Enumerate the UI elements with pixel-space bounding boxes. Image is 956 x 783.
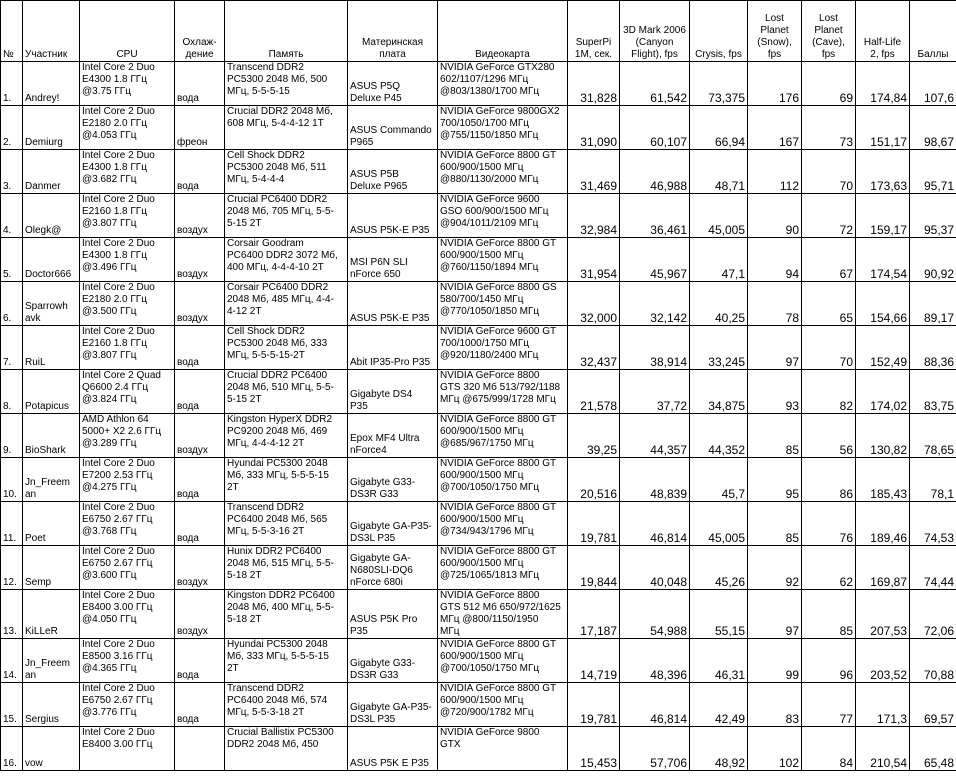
lp-snow-value: 85 bbox=[748, 502, 802, 546]
motherboard-cell: Gigabyte G33- DS3R G33 bbox=[348, 639, 438, 683]
cpu-cell: Intel Core 2 Duo E6750 2.67 ГГц @3.600 ГГц bbox=[80, 546, 175, 590]
points-value: 72,06 bbox=[910, 590, 956, 639]
cooling-cell: воздух bbox=[175, 414, 225, 458]
motherboard-cell: ASUS P5Q Deluxe P45 bbox=[348, 62, 438, 106]
table-row bbox=[1, 639, 956, 683]
participant-name: vow bbox=[23, 727, 80, 771]
cooling-cell: вода bbox=[175, 150, 225, 194]
participant-name: BioShark bbox=[23, 414, 80, 458]
3dmark-value: 38,914 bbox=[620, 326, 690, 370]
lp-cave-value: 82 bbox=[802, 370, 856, 414]
crysis-value: 34,875 bbox=[690, 370, 748, 414]
lp-snow-value: 95 bbox=[748, 458, 802, 502]
3dmark-value: 37,72 bbox=[620, 370, 690, 414]
table-row bbox=[1, 238, 956, 282]
points-value: 65,48 bbox=[910, 727, 956, 771]
participant-name: Jn_Freem an bbox=[23, 639, 80, 683]
col-memory-header: Память bbox=[225, 1, 348, 62]
hl2-value: 174,84 bbox=[856, 62, 910, 106]
motherboard-cell: ASUS P5K E P35 bbox=[348, 727, 438, 771]
motherboard-cell: Gigabyte G33- DS3R G33 bbox=[348, 458, 438, 502]
lp-cave-value: 67 bbox=[802, 238, 856, 282]
col-points-header: Баллы bbox=[910, 1, 956, 62]
memory-cell: Kingston HyperX DDR2 PC9200 2048 Мб, 469 МГц, 4-4-4-12 2T bbox=[225, 414, 348, 458]
lp-snow-value: 112 bbox=[748, 150, 802, 194]
row-number: 16. bbox=[1, 727, 23, 771]
memory-cell: Kingston DDR2 PC6400 2048 Мб, 400 МГц, 5-5- 5-18 2T bbox=[225, 590, 348, 639]
crysis-value: 48,71 bbox=[690, 150, 748, 194]
lp-snow-value: 97 bbox=[748, 326, 802, 370]
crysis-value: 45,7 bbox=[690, 458, 748, 502]
superpi-value: 32,984 bbox=[568, 194, 620, 238]
row-number: 13. bbox=[1, 590, 23, 639]
points-value: 69,57 bbox=[910, 683, 956, 727]
lp-snow-value: 94 bbox=[748, 238, 802, 282]
crysis-value: 33,245 bbox=[690, 326, 748, 370]
participant-name: Sergius bbox=[23, 683, 80, 727]
3dmark-value: 36,461 bbox=[620, 194, 690, 238]
lp-cave-value: 76 bbox=[802, 502, 856, 546]
3dmark-value: 48,396 bbox=[620, 639, 690, 683]
videocard-cell: NVIDIA GeForce 8800 GT 600/900/1500 МГц @880/1130/2000 МГц bbox=[438, 150, 568, 194]
table-row bbox=[1, 370, 956, 414]
videocard-cell: NVIDIA GeForce 9800 GTX bbox=[438, 727, 568, 771]
lp-cave-value: 69 bbox=[802, 62, 856, 106]
table-row bbox=[1, 194, 956, 238]
crysis-value: 42,49 bbox=[690, 683, 748, 727]
hl2-value: 169,87 bbox=[856, 546, 910, 590]
hl2-value: 174,54 bbox=[856, 238, 910, 282]
lp-snow-value: 78 bbox=[748, 282, 802, 326]
row-number: 4. bbox=[1, 194, 23, 238]
cpu-cell: Intel Core 2 Duo E6750 2.67 ГГц @3.776 ГГц bbox=[80, 683, 175, 727]
table-row bbox=[1, 458, 956, 502]
3dmark-value: 45,967 bbox=[620, 238, 690, 282]
superpi-value: 15,453 bbox=[568, 727, 620, 771]
row-number: 7. bbox=[1, 326, 23, 370]
cpu-cell: Intel Core 2 Duo E4300 1.8 ГГц @3.496 ГГц bbox=[80, 238, 175, 282]
points-value: 74,44 bbox=[910, 546, 956, 590]
motherboard-cell: Gigabyte GA- N680SLI-DQ6 nForce 680i bbox=[348, 546, 438, 590]
motherboard-cell: ASUS P5K-E P35 bbox=[348, 194, 438, 238]
cpu-cell: Intel Core 2 Duo E8400 3.00 ГГц @4.050 ГГц bbox=[80, 590, 175, 639]
memory-cell: Corsair Goodram PC6400 DDR2 3072 Мб, 400 МГц, 4-4-4-10 2T bbox=[225, 238, 348, 282]
cpu-cell: Intel Core 2 Duo E6750 2.67 ГГц @3.768 ГГц bbox=[80, 502, 175, 546]
row-number: 8. bbox=[1, 370, 23, 414]
cpu-cell: Intel Core 2 Duo E8500 3.16 ГГц @4.365 ГГц bbox=[80, 639, 175, 683]
crysis-value: 40,25 bbox=[690, 282, 748, 326]
points-value: 107,6 bbox=[910, 62, 956, 106]
row-number: 1. bbox=[1, 62, 23, 106]
lp-cave-value: 84 bbox=[802, 727, 856, 771]
memory-cell: Cell Shock DDR2 PC5300 2048 Мб, 511 МГц, 5-4-4-4 bbox=[225, 150, 348, 194]
table-body bbox=[1, 62, 956, 771]
superpi-value: 32,437 bbox=[568, 326, 620, 370]
superpi-value: 19,781 bbox=[568, 683, 620, 727]
col-participant-header: Участник bbox=[23, 1, 80, 62]
lp-cave-value: 70 bbox=[802, 326, 856, 370]
superpi-value: 19,844 bbox=[568, 546, 620, 590]
table-row bbox=[1, 150, 956, 194]
memory-cell: Transcend DDR2 PC6400 2048 Мб, 574 МГц, 5-5-3-18 2T bbox=[225, 683, 348, 727]
hl2-value: 152,49 bbox=[856, 326, 910, 370]
crysis-value: 46,31 bbox=[690, 639, 748, 683]
lp-cave-value: 56 bbox=[802, 414, 856, 458]
3dmark-value: 32,142 bbox=[620, 282, 690, 326]
col-hl2-header: Half-Life 2, fps bbox=[856, 1, 910, 62]
cooling-cell bbox=[175, 727, 225, 771]
cooling-cell: вода bbox=[175, 370, 225, 414]
3dmark-value: 60,107 bbox=[620, 106, 690, 150]
table-row bbox=[1, 62, 956, 106]
points-value: 78,65 bbox=[910, 414, 956, 458]
lp-cave-value: 62 bbox=[802, 546, 856, 590]
table-row bbox=[1, 414, 956, 458]
col-cpu-header: CPU bbox=[80, 1, 175, 62]
superpi-value: 31,469 bbox=[568, 150, 620, 194]
table-row bbox=[1, 727, 956, 771]
lp-snow-value: 102 bbox=[748, 727, 802, 771]
row-number: 14. bbox=[1, 639, 23, 683]
videocard-cell: NVIDIA GeForce 9800GX2 700/1050/1700 МГц @755/1150/1850 МГц bbox=[438, 106, 568, 150]
col-lp-cave-header: Lost Planet (Cave), fps bbox=[802, 1, 856, 62]
table-row bbox=[1, 106, 956, 150]
memory-cell: Crucial PC6400 DDR2 2048 Мб, 705 МГц, 5-5- 5-15 2T bbox=[225, 194, 348, 238]
table-row bbox=[1, 546, 956, 590]
participant-name: Demiurg bbox=[23, 106, 80, 150]
videocard-cell: NVIDIA GeForce 8800 GT 600/900/1500 МГц @734/943/1796 МГц bbox=[438, 502, 568, 546]
memory-cell: Hyundai PC5300 2048 Мб, 333 МГц, 5-5-5-15 2T bbox=[225, 458, 348, 502]
points-value: 70,88 bbox=[910, 639, 956, 683]
hl2-value: 154,66 bbox=[856, 282, 910, 326]
cooling-cell: вода bbox=[175, 639, 225, 683]
points-value: 89,17 bbox=[910, 282, 956, 326]
superpi-value: 21,578 bbox=[568, 370, 620, 414]
col-number-header: № bbox=[1, 1, 23, 62]
lp-cave-value: 77 bbox=[802, 683, 856, 727]
motherboard-cell: Abit IP35-Pro P35 bbox=[348, 326, 438, 370]
table-row bbox=[1, 502, 956, 546]
3dmark-value: 44,357 bbox=[620, 414, 690, 458]
motherboard-cell: ASUS Commando P965 bbox=[348, 106, 438, 150]
points-value: 74,53 bbox=[910, 502, 956, 546]
col-cooling-header: Охлаж- дение bbox=[175, 1, 225, 62]
row-number: 12. bbox=[1, 546, 23, 590]
videocard-cell: NVIDIA GeForce 8800 GT 600/900/1500 МГц @725/1065/1813 МГц bbox=[438, 546, 568, 590]
memory-cell: Corsair PC6400 DDR2 2048 Мб, 485 МГц, 4-4- 4-12 2T bbox=[225, 282, 348, 326]
lp-cave-value: 65 bbox=[802, 282, 856, 326]
videocard-cell: NVIDIA GeForce GTX280 602/1107/1296 МГц @803/1380/1700 МГц bbox=[438, 62, 568, 106]
crysis-value: 47,1 bbox=[690, 238, 748, 282]
videocard-cell: NVIDIA GeForce 8800 GT 600/900/1500 МГц @760/1150/1894 МГц bbox=[438, 238, 568, 282]
points-value: 83,75 bbox=[910, 370, 956, 414]
hl2-value: 185,43 bbox=[856, 458, 910, 502]
lp-cave-value: 86 bbox=[802, 458, 856, 502]
videocard-cell: NVIDIA GeForce 8800 GT 600/900/1500 МГц @685/967/1750 МГц bbox=[438, 414, 568, 458]
col-videocard-header: Видеокарта bbox=[438, 1, 568, 62]
videocard-cell: NVIDIA GeForce 8800 GS 580/700/1450 МГц @770/1050/1850 МГц bbox=[438, 282, 568, 326]
motherboard-cell: ASUS P5K Pro P35 bbox=[348, 590, 438, 639]
motherboard-cell: ASUS P5K-E P35 bbox=[348, 282, 438, 326]
cpu-cell: Intel Core 2 Duo E2180 2.0 ГГц @3.500 ГГц bbox=[80, 282, 175, 326]
cpu-cell: Intel Core 2 Duo E2160 1.8 ГГц @3.807 ГГц bbox=[80, 194, 175, 238]
videocard-cell: NVIDIA GeForce 9600 GSO 600/900/1500 МГц @904/1011/2109 МГц bbox=[438, 194, 568, 238]
participant-name: Potapicus bbox=[23, 370, 80, 414]
hl2-value: 151,17 bbox=[856, 106, 910, 150]
superpi-value: 20,516 bbox=[568, 458, 620, 502]
videocard-cell: NVIDIA GeForce 8800 GT 600/900/1500 МГц @700/1050/1750 МГц bbox=[438, 458, 568, 502]
crysis-value: 45,26 bbox=[690, 546, 748, 590]
table-row bbox=[1, 683, 956, 727]
row-number: 5. bbox=[1, 238, 23, 282]
header-row bbox=[1, 1, 956, 62]
cpu-cell: Intel Core 2 Duo E2160 1.8 ГГц @3.807 ГГц bbox=[80, 326, 175, 370]
hl2-value: 171,3 bbox=[856, 683, 910, 727]
participant-name: Sparrowh avk bbox=[23, 282, 80, 326]
3dmark-value: 46,814 bbox=[620, 683, 690, 727]
crysis-value: 73,375 bbox=[690, 62, 748, 106]
superpi-value: 31,954 bbox=[568, 238, 620, 282]
cooling-cell: вода bbox=[175, 502, 225, 546]
points-value: 78,1 bbox=[910, 458, 956, 502]
superpi-value: 19,781 bbox=[568, 502, 620, 546]
row-number: 15. bbox=[1, 683, 23, 727]
3dmark-value: 48,839 bbox=[620, 458, 690, 502]
cpu-cell: AMD Athlon 64 5000+ X2 2.6 ГГц @3.289 ГГц bbox=[80, 414, 175, 458]
lp-cave-value: 72 bbox=[802, 194, 856, 238]
superpi-value: 31,090 bbox=[568, 106, 620, 150]
lp-cave-value: 96 bbox=[802, 639, 856, 683]
participant-name: Danmer bbox=[23, 150, 80, 194]
videocard-cell: NVIDIA GeForce 8800 GTS 512 Мб 650/972/1625 МГц @800/1150/1950 МГц bbox=[438, 590, 568, 639]
participant-name: Doctor666 bbox=[23, 238, 80, 282]
memory-cell: Crucial Ballistix PC5300 DDR2 2048 Мб, 450 bbox=[225, 727, 348, 771]
lp-snow-value: 85 bbox=[748, 414, 802, 458]
participant-name: Jn_Freem an bbox=[23, 458, 80, 502]
points-value: 98,67 bbox=[910, 106, 956, 150]
lp-snow-value: 97 bbox=[748, 590, 802, 639]
crysis-value: 45,005 bbox=[690, 502, 748, 546]
superpi-value: 14,719 bbox=[568, 639, 620, 683]
motherboard-cell: MSI P6N SLI nForce 650 bbox=[348, 238, 438, 282]
superpi-value: 17,187 bbox=[568, 590, 620, 639]
superpi-value: 32,000 bbox=[568, 282, 620, 326]
points-value: 95,71 bbox=[910, 150, 956, 194]
lp-snow-value: 93 bbox=[748, 370, 802, 414]
row-number: 9. bbox=[1, 414, 23, 458]
cooling-cell: фреон bbox=[175, 106, 225, 150]
crysis-value: 48,92 bbox=[690, 727, 748, 771]
motherboard-cell: Gigabyte DS4 P35 bbox=[348, 370, 438, 414]
row-number: 3. bbox=[1, 150, 23, 194]
cpu-cell: Intel Core 2 Duo E8400 3.00 ГГц bbox=[80, 727, 175, 771]
lp-snow-value: 90 bbox=[748, 194, 802, 238]
row-number: 10. bbox=[1, 458, 23, 502]
lp-cave-value: 85 bbox=[802, 590, 856, 639]
cpu-cell: Intel Core 2 Duo E4300 1.8 ГГц @3.682 ГГц bbox=[80, 150, 175, 194]
cooling-cell: вода bbox=[175, 62, 225, 106]
3dmark-value: 61,542 bbox=[620, 62, 690, 106]
cooling-cell: вода bbox=[175, 326, 225, 370]
col-3dmark-header: 3D Mark 2006 (Canyon Flight), fps bbox=[620, 1, 690, 62]
memory-cell: Cell Shock DDR2 PC5300 2048 Мб, 333 МГц, 5-5-5-15-2T bbox=[225, 326, 348, 370]
row-number: 6. bbox=[1, 282, 23, 326]
row-number: 11. bbox=[1, 502, 23, 546]
cpu-cell: Intel Core 2 Duo E7200 2.53 ГГц @4.275 ГГц bbox=[80, 458, 175, 502]
lp-cave-value: 73 bbox=[802, 106, 856, 150]
participant-name: Semp bbox=[23, 546, 80, 590]
motherboard-cell: Gigabyte GA-P35- DS3L P35 bbox=[348, 683, 438, 727]
hl2-value: 203,52 bbox=[856, 639, 910, 683]
superpi-value: 31,828 bbox=[568, 62, 620, 106]
crysis-value: 44,352 bbox=[690, 414, 748, 458]
motherboard-cell: Gigabyte GA-P35- DS3L P35 bbox=[348, 502, 438, 546]
cpu-cell: Intel Core 2 Duo E4300 1.8 ГГц @3.75 ГГц bbox=[80, 62, 175, 106]
row-number: 2. bbox=[1, 106, 23, 150]
points-value: 90,92 bbox=[910, 238, 956, 282]
cooling-cell: воздух bbox=[175, 238, 225, 282]
table-row bbox=[1, 282, 956, 326]
hl2-value: 189,46 bbox=[856, 502, 910, 546]
memory-cell: Hunix DDR2 PC6400 2048 Мб, 515 МГц, 5-5- 5-18 2T bbox=[225, 546, 348, 590]
lp-cave-value: 70 bbox=[802, 150, 856, 194]
memory-cell: Crucial DDR2 2048 Мб, 608 МГц, 5-4-4-12 1T bbox=[225, 106, 348, 150]
motherboard-cell: Epox MF4 Ultra nForce4 bbox=[348, 414, 438, 458]
lp-snow-value: 83 bbox=[748, 683, 802, 727]
3dmark-value: 40,048 bbox=[620, 546, 690, 590]
cpu-cell: Intel Core 2 Duo E2180 2.0 ГГц @4.053 ГГц bbox=[80, 106, 175, 150]
crysis-value: 66,94 bbox=[690, 106, 748, 150]
points-value: 95,37 bbox=[910, 194, 956, 238]
cooling-cell: воздух bbox=[175, 546, 225, 590]
videocard-cell: NVIDIA GeForce 9600 GT 700/1000/1750 МГц @920/1180/2400 МГц bbox=[438, 326, 568, 370]
cpu-cell: Intel Core 2 Quad Q6600 2.4 ГГц @3.824 ГГц bbox=[80, 370, 175, 414]
cooling-cell: вода bbox=[175, 458, 225, 502]
videocard-cell: NVIDIA GeForce 8800 GT 600/900/1500 МГц @700/1050/1750 МГц bbox=[438, 639, 568, 683]
motherboard-cell: ASUS P5B Deluxe P965 bbox=[348, 150, 438, 194]
3dmark-value: 46,814 bbox=[620, 502, 690, 546]
points-value: 88,36 bbox=[910, 326, 956, 370]
hl2-value: 159,17 bbox=[856, 194, 910, 238]
col-lp-snow-header: Lost Planet (Snow), fps bbox=[748, 1, 802, 62]
cooling-cell: воздух bbox=[175, 282, 225, 326]
lp-snow-value: 176 bbox=[748, 62, 802, 106]
3dmark-value: 54,988 bbox=[620, 590, 690, 639]
superpi-value: 39,25 bbox=[568, 414, 620, 458]
lp-snow-value: 92 bbox=[748, 546, 802, 590]
memory-cell: Hyundai PC5300 2048 Мб, 333 МГц, 5-5-5-15 2T bbox=[225, 639, 348, 683]
table-row bbox=[1, 326, 956, 370]
lp-snow-value: 167 bbox=[748, 106, 802, 150]
hl2-value: 130,82 bbox=[856, 414, 910, 458]
crysis-value: 55,15 bbox=[690, 590, 748, 639]
hl2-value: 207,53 bbox=[856, 590, 910, 639]
cooling-cell: воздух bbox=[175, 590, 225, 639]
hl2-value: 210,54 bbox=[856, 727, 910, 771]
memory-cell: Transcend DDR2 PC6400 2048 Мб, 565 МГц, 5-5-3-16 2T bbox=[225, 502, 348, 546]
col-superpi-header: SuperPi 1M, сек. bbox=[568, 1, 620, 62]
cooling-cell: вода bbox=[175, 683, 225, 727]
participant-name: RuiL bbox=[23, 326, 80, 370]
3dmark-value: 57,706 bbox=[620, 727, 690, 771]
participant-name: Olegk@ bbox=[23, 194, 80, 238]
participant-name: Andrey! bbox=[23, 62, 80, 106]
3dmark-value: 46,988 bbox=[620, 150, 690, 194]
memory-cell: Transcend DDR2 PC5300 2048 Мб, 500 МГц, 5-5-5-15 bbox=[225, 62, 348, 106]
cooling-cell: воздух bbox=[175, 194, 225, 238]
hl2-value: 174,02 bbox=[856, 370, 910, 414]
col-motherboard-header: Материнская плата bbox=[348, 1, 438, 62]
memory-cell: Crucial DDR2 PC6400 2048 Мб, 510 МГц, 5-5- 5-15 2T bbox=[225, 370, 348, 414]
col-crysis-header: Crysis, fps bbox=[690, 1, 748, 62]
videocard-cell: NVIDIA GeForce 8800 GT 600/900/1500 МГц @720/900/1782 МГц bbox=[438, 683, 568, 727]
lp-snow-value: 99 bbox=[748, 639, 802, 683]
videocard-cell: NVIDIA GeForce 8800 GTS 320 Мб 513/792/1188 МГц @675/999/1728 МГц bbox=[438, 370, 568, 414]
crysis-value: 45,005 bbox=[690, 194, 748, 238]
participant-name: Poet bbox=[23, 502, 80, 546]
table-row bbox=[1, 590, 956, 639]
participant-name: KiLLeR bbox=[23, 590, 80, 639]
hl2-value: 173,63 bbox=[856, 150, 910, 194]
